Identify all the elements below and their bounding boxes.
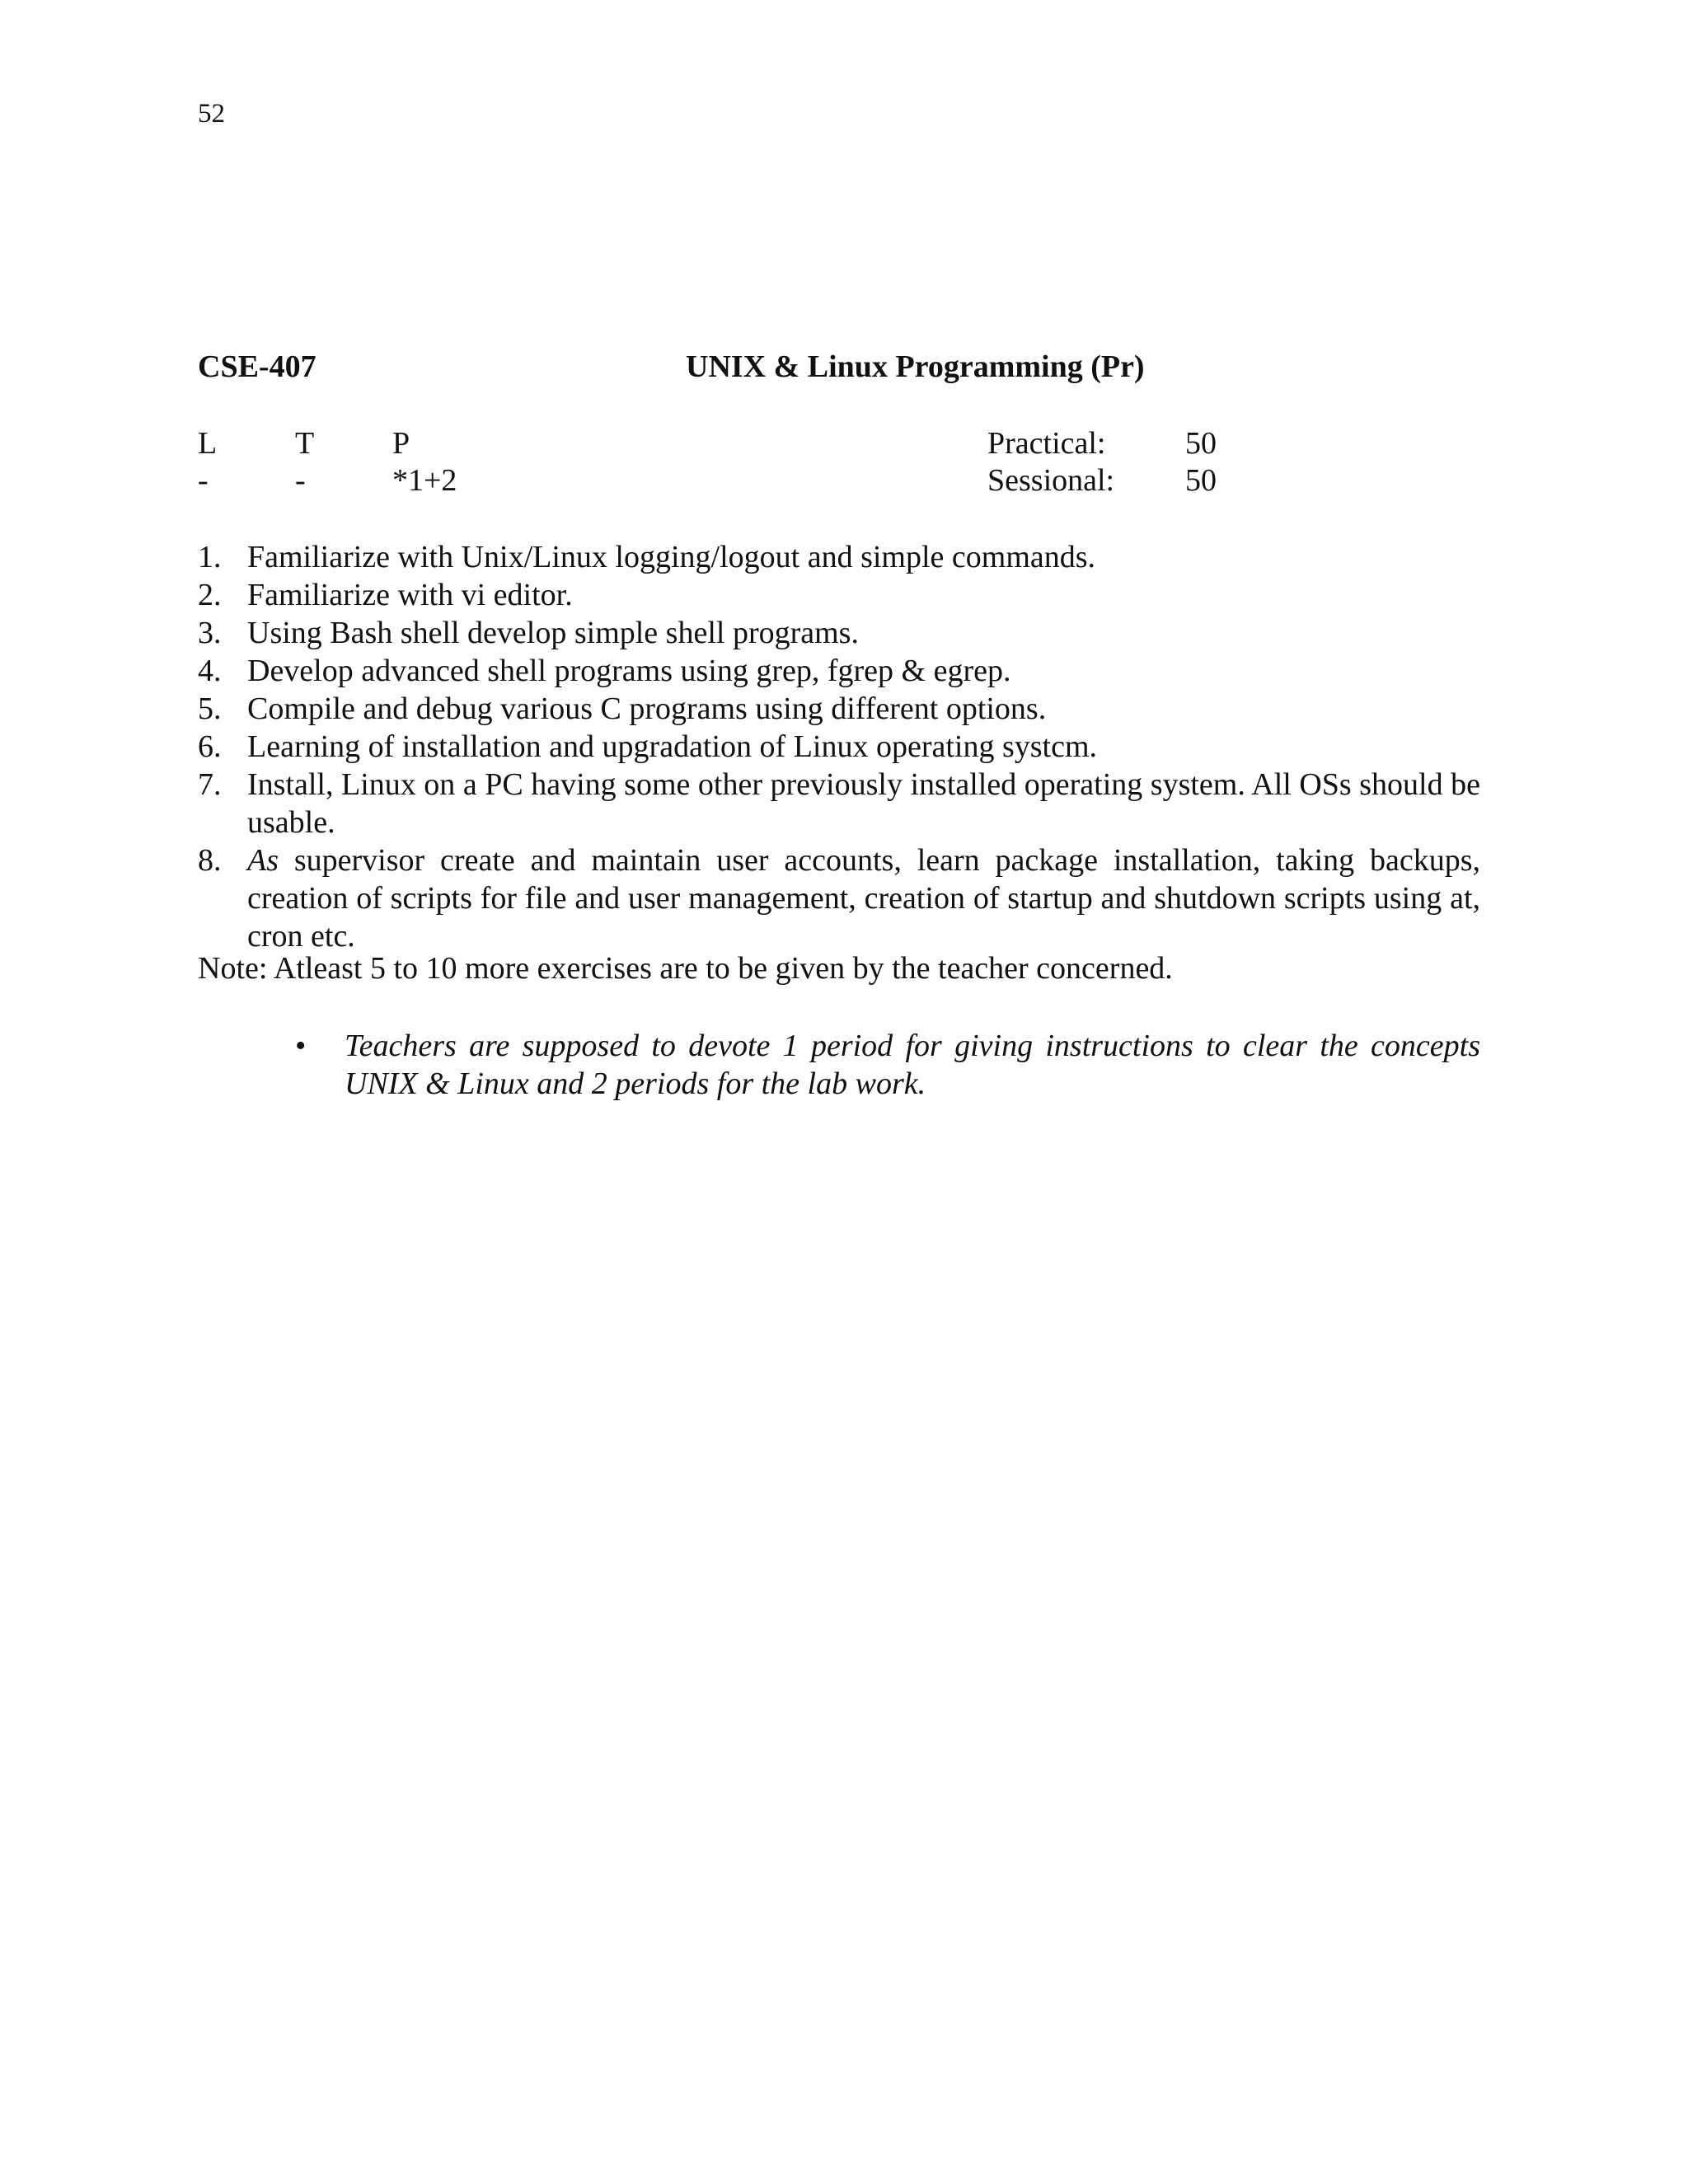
course-header bbox=[198, 346, 1472, 387]
item-number: 2. bbox=[198, 578, 222, 612]
ltp-value-l: - bbox=[198, 463, 209, 498]
bullet-text: Teachers are supposed to devote 1 period for giving instructions to clear the concepts UNIX & Linux and 2 periods for the lab work. bbox=[345, 1029, 1480, 1101]
bullet-icon: • bbox=[295, 1029, 307, 1063]
practical-label: Practical: bbox=[987, 426, 1106, 461]
item-text: Develop advanced shell programs using grep, fgrep & egrep. bbox=[247, 654, 1011, 688]
list-item bbox=[198, 652, 1480, 690]
item-number: 5. bbox=[198, 691, 222, 726]
note-text: Note: Atleast 5 to 10 more exercises are to be given by the teacher concerned. bbox=[198, 951, 1173, 986]
item-number: 3. bbox=[198, 616, 222, 650]
ltp-header-t: T bbox=[295, 426, 315, 461]
page-number: 52 bbox=[198, 99, 225, 129]
list-item bbox=[198, 576, 1480, 614]
ltp-value-t: - bbox=[295, 463, 306, 498]
ltp-header-l: L bbox=[198, 426, 218, 461]
list-item bbox=[198, 614, 1480, 652]
exercise-list bbox=[198, 538, 1480, 955]
list-item bbox=[198, 766, 1480, 841]
item-number: 7. bbox=[198, 767, 222, 802]
ltp-header-p: P bbox=[392, 426, 410, 461]
list-item bbox=[198, 690, 1480, 728]
list-item bbox=[198, 728, 1480, 766]
sessional-value: 50 bbox=[1185, 463, 1217, 498]
item-text: Familiarize with vi editor. bbox=[247, 578, 573, 612]
item-text: Familiarize with Unix/Linux logging/logout and simple commands. bbox=[247, 540, 1096, 574]
item-number: 6. bbox=[198, 729, 222, 764]
course-code: CSE-407 bbox=[198, 349, 316, 384]
bullet-note bbox=[295, 1027, 1480, 1103]
item-text: supervisor create and maintain user accounts, learn package installation, taking backups, creation of scripts for file and user management, creation of startup and shutdown scripts using at, cron etc. bbox=[247, 843, 1480, 954]
item-text: Compile and debug various C programs using different options. bbox=[247, 691, 1047, 726]
item-text: Learning of installation and upgradation of Linux operating systcm. bbox=[247, 729, 1098, 764]
list-item bbox=[198, 538, 1480, 576]
ltp-value-row bbox=[0, 462, 1688, 499]
practical-value: 50 bbox=[1185, 426, 1217, 461]
ltp-value-p: *1+2 bbox=[392, 463, 457, 498]
sessional-label: Sessional: bbox=[987, 463, 1115, 498]
ltp-header-row bbox=[0, 424, 1688, 462]
item-number: 8. bbox=[198, 843, 222, 878]
item-number: 1. bbox=[198, 540, 222, 574]
item-lead-italic: As bbox=[247, 843, 279, 878]
item-number: 4. bbox=[198, 654, 222, 688]
item-text: Using Bash shell develop simple shell programs. bbox=[247, 616, 859, 650]
course-title: UNIX & Linux Programming (Pr) bbox=[686, 349, 1145, 384]
list-item bbox=[198, 841, 1480, 955]
item-text: Install, Linux on a PC having some other previously installed operating system. All OSs should be usable. bbox=[247, 767, 1480, 840]
